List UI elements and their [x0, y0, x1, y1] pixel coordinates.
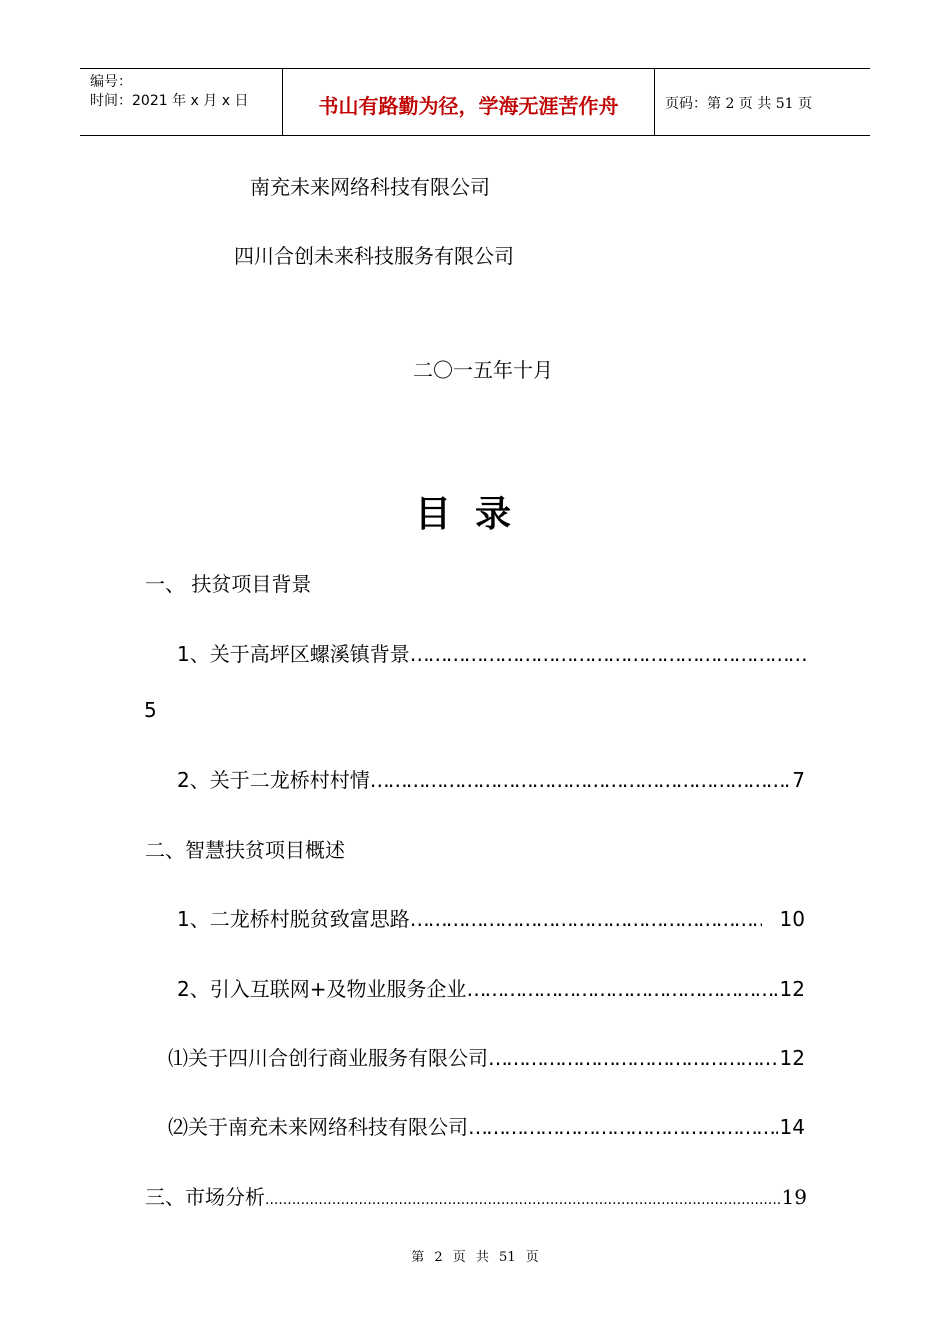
toc-section-3[interactable] [145, 1181, 807, 1210]
time-label: 时间：2021 年 x 月 x 日 [90, 93, 249, 109]
toc-title: 目录 [414, 494, 535, 535]
toc-leader-dots [265, 1192, 780, 1208]
toc-leader-dots [466, 977, 777, 1001]
toc-item-page: 5 [144, 698, 157, 722]
toc-item-page: 7 [792, 768, 805, 792]
toc-item-page: 14 [779, 1115, 805, 1139]
toc-item-2-2[interactable] [177, 973, 805, 1002]
company-name-1: 南充未来网络科技有限公司 [250, 175, 490, 199]
toc-leader-dots [410, 642, 807, 666]
toc-item-label: ⑴关于四川合创行商业服务有限公司 [168, 1046, 488, 1070]
toc-item-label: 1、关于高坪区螺溪镇背景 [177, 642, 410, 666]
toc-item-1-2[interactable] [177, 764, 805, 793]
toc-section-1: 一、 扶贫项目背景 [145, 572, 312, 596]
company-name-2: 四川合创未来科技服务有限公司 [234, 244, 514, 268]
toc-section-2: 二、智慧扶贫项目概述 [145, 838, 345, 862]
toc-leader-dots [468, 1115, 778, 1139]
toc-item-page: 19 [781, 1185, 807, 1209]
toc-section-label: 三、市场分析 [145, 1185, 265, 1209]
toc-item-page: 12 [779, 977, 805, 1001]
toc-item-2-3[interactable] [168, 1042, 805, 1071]
toc-leader-dots [410, 907, 762, 931]
toc-leader-dots [488, 1046, 778, 1070]
cover-date: 二〇一五年十月 [413, 358, 553, 382]
toc-item-page: 12 [779, 1046, 805, 1070]
page-header [80, 68, 870, 136]
header-page-info: 页码：第 2 页 共 51 页 [665, 96, 812, 112]
header-meta [80, 69, 282, 135]
toc-item-label: 1、二龙桥村脱贫致富思路 [177, 907, 410, 931]
toc-item-2-4[interactable] [168, 1111, 805, 1140]
toc-item-2-1[interactable] [177, 903, 805, 932]
toc-leader-dots [370, 768, 791, 792]
toc-item-page: 10 [779, 907, 805, 931]
toc-item-label: ⑵关于南充未来网络科技有限公司 [168, 1115, 468, 1139]
toc-item-label: 2、关于二龙桥村村情 [177, 768, 370, 792]
number-label: 编号： [90, 74, 132, 90]
toc-item-1-1[interactable] [177, 638, 807, 667]
page-footer: 第 2 页 共 51 页 [411, 1250, 539, 1265]
header-motto: 书山有路勤为径，学海无涯苦作舟 [282, 69, 655, 135]
toc-item-label: 2、引入互联网+及物业服务企业 [177, 977, 467, 1001]
